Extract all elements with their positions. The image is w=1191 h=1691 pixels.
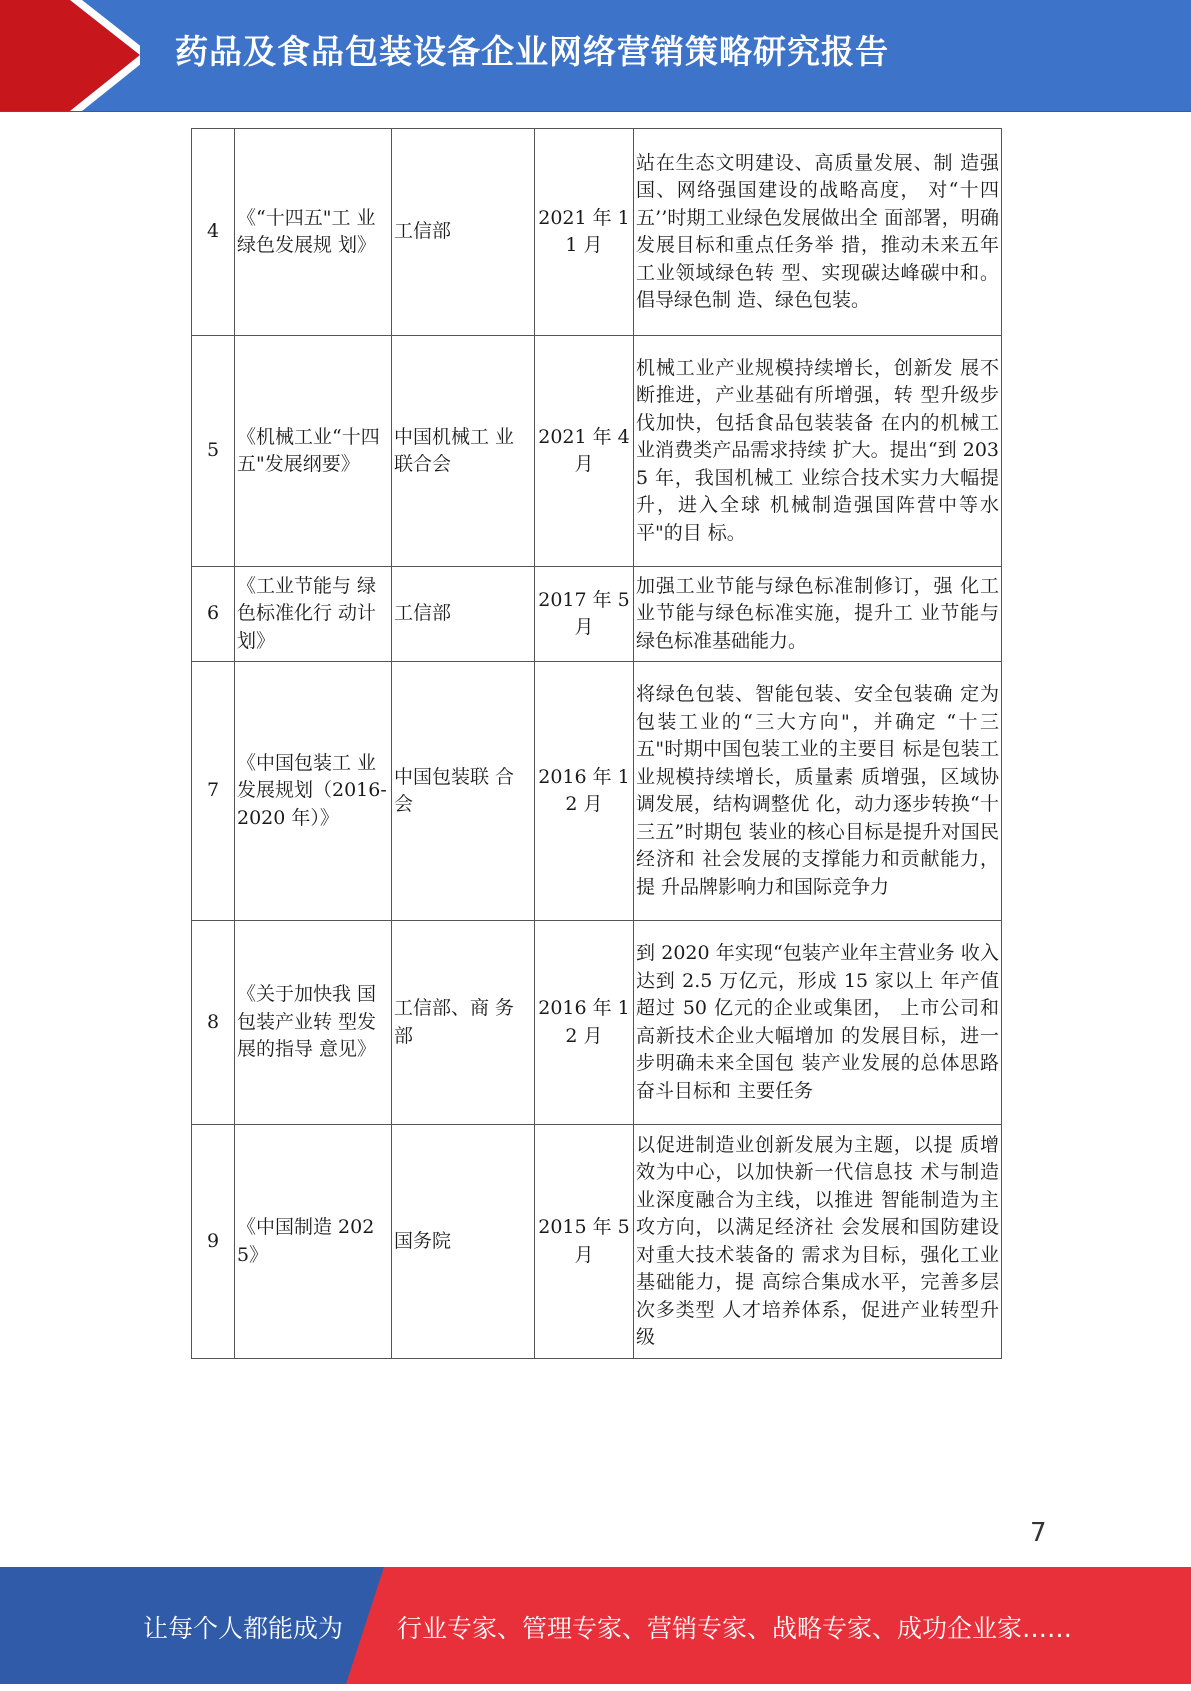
- row-number: 4: [192, 129, 235, 336]
- issuer: 中国机械工 业联合会: [392, 336, 535, 567]
- page-number: 7: [1030, 1518, 1047, 1548]
- row-number: 8: [192, 921, 235, 1125]
- table-row: [192, 129, 1002, 336]
- issuer: 工信部: [392, 567, 535, 662]
- table-row: [192, 921, 1002, 1125]
- policy-description: 机械工业产业规模持续增长，创新发 展不断推进，产业基础有所增强，转 型升级步伐加快，包括食品包装装备 在内的机械工业消费类产品需求持续 扩大。提出“到 2035 年，我国机械工 业综合技术实力大幅提升，进入全球 机械制造强国阵营中等水平"的目 标。: [634, 336, 1002, 567]
- header-red-chevron-icon: [0, 0, 140, 111]
- table-row: [192, 662, 1002, 921]
- issue-date: 2017 年 5 月: [535, 567, 634, 662]
- policy-name: 《中国制造 2025》: [235, 1125, 392, 1359]
- issue-date: 2015 年 5 月: [535, 1125, 634, 1359]
- row-number: 9: [192, 1125, 235, 1359]
- issuer: 工信部: [392, 129, 535, 336]
- policy-description: 以促进制造业创新发展为主题，以提 质增效为中心，以加快新一代信息技 术与制造业深度融合为主线，以推进 智能制造为主攻方向，以满足经济社 会发展和国防建设对重大技术装备的 需求为目标，强化工业基础能力，提 高综合集成水平，完善多层次多类型 人才培养体系，促进产业转型升级: [634, 1125, 1002, 1359]
- row-number: 7: [192, 662, 235, 921]
- report-title: 药品及食品包装设备企业网络营销策略研究报告: [175, 32, 889, 71]
- footer-slogan-left: 让每个人都能成为: [143, 1614, 344, 1643]
- issue-date: 2016 年 12 月: [535, 921, 634, 1125]
- issuer: 中国包装联 合会: [392, 662, 535, 921]
- table-row: [192, 336, 1002, 567]
- policy-table: [191, 128, 1002, 1359]
- policy-name: 《中国包装工 业发展规划（2016-2020 年）》: [235, 662, 392, 921]
- policy-name: 《工业节能与 绿色标准化行 动计划》: [235, 567, 392, 662]
- row-number: 5: [192, 336, 235, 567]
- issue-date: 2016 年 12 月: [535, 662, 634, 921]
- page-header: [0, 0, 1191, 112]
- policy-description: 将绿色包装、智能包装、安全包装确 定为包装工业的“三大方向"，并确定 “十三五"时期中国包装工业的主要目 标是包装工业规模持续增长，质量素 质增强，区域协调发展，结构调整优 化，动力逐步转换“十三五”时期包 装业的核心目标是提升对国民经济和 社会发展的支撑能力和贡献能力，提 升品牌影响力和国际竞争力: [634, 662, 1002, 921]
- policy-name: 《机械工业“十四五"发展纲要》: [235, 336, 392, 567]
- footer-slogan-right: 行业专家、管理专家、营销专家、战略专家、成功企业家……: [397, 1614, 1073, 1643]
- issue-date: 2021 年 4 月: [535, 336, 634, 567]
- issuer: 工信部、商 务部: [392, 921, 535, 1125]
- policy-name: 《“十四五"工 业绿色发展规 划》: [235, 129, 392, 336]
- policy-name: 《关于加快我 国包装产业转 型发展的指导 意见》: [235, 921, 392, 1125]
- table-row: [192, 1125, 1002, 1359]
- page-footer: [0, 1567, 1191, 1684]
- policy-description: 站在生态文明建设、高质量发展、制 造强国、网络强国建设的战略高度， 对“十四五’’时期工业绿色发展做出全 面部署，明确发展目标和重点任务举 措，推动未来五年工业领域绿色转 型、实现碳达峰碳中和。倡导绿色制 造、绿色包装。: [634, 129, 1002, 336]
- row-number: 6: [192, 567, 235, 662]
- issuer: 国务院: [392, 1125, 535, 1359]
- table-row: [192, 567, 1002, 662]
- issue-date: 2021 年 11 月: [535, 129, 634, 336]
- policy-description: 加强工业节能与绿色标准制修订，强 化工业节能与绿色标准实施，提升工 业节能与绿色标准基础能力。: [634, 567, 1002, 662]
- policy-description: 到 2020 年实现“包装产业年主营业务 收入达到 2.5 万亿元，形成 15 家以上 年产值超过 50 亿元的企业或集团， 上市公司和高新技术企业大幅增加 的发展目标，进一步明确未来全国包 装产业发展的总体思路奋斗目标和 主要任务: [634, 921, 1002, 1125]
